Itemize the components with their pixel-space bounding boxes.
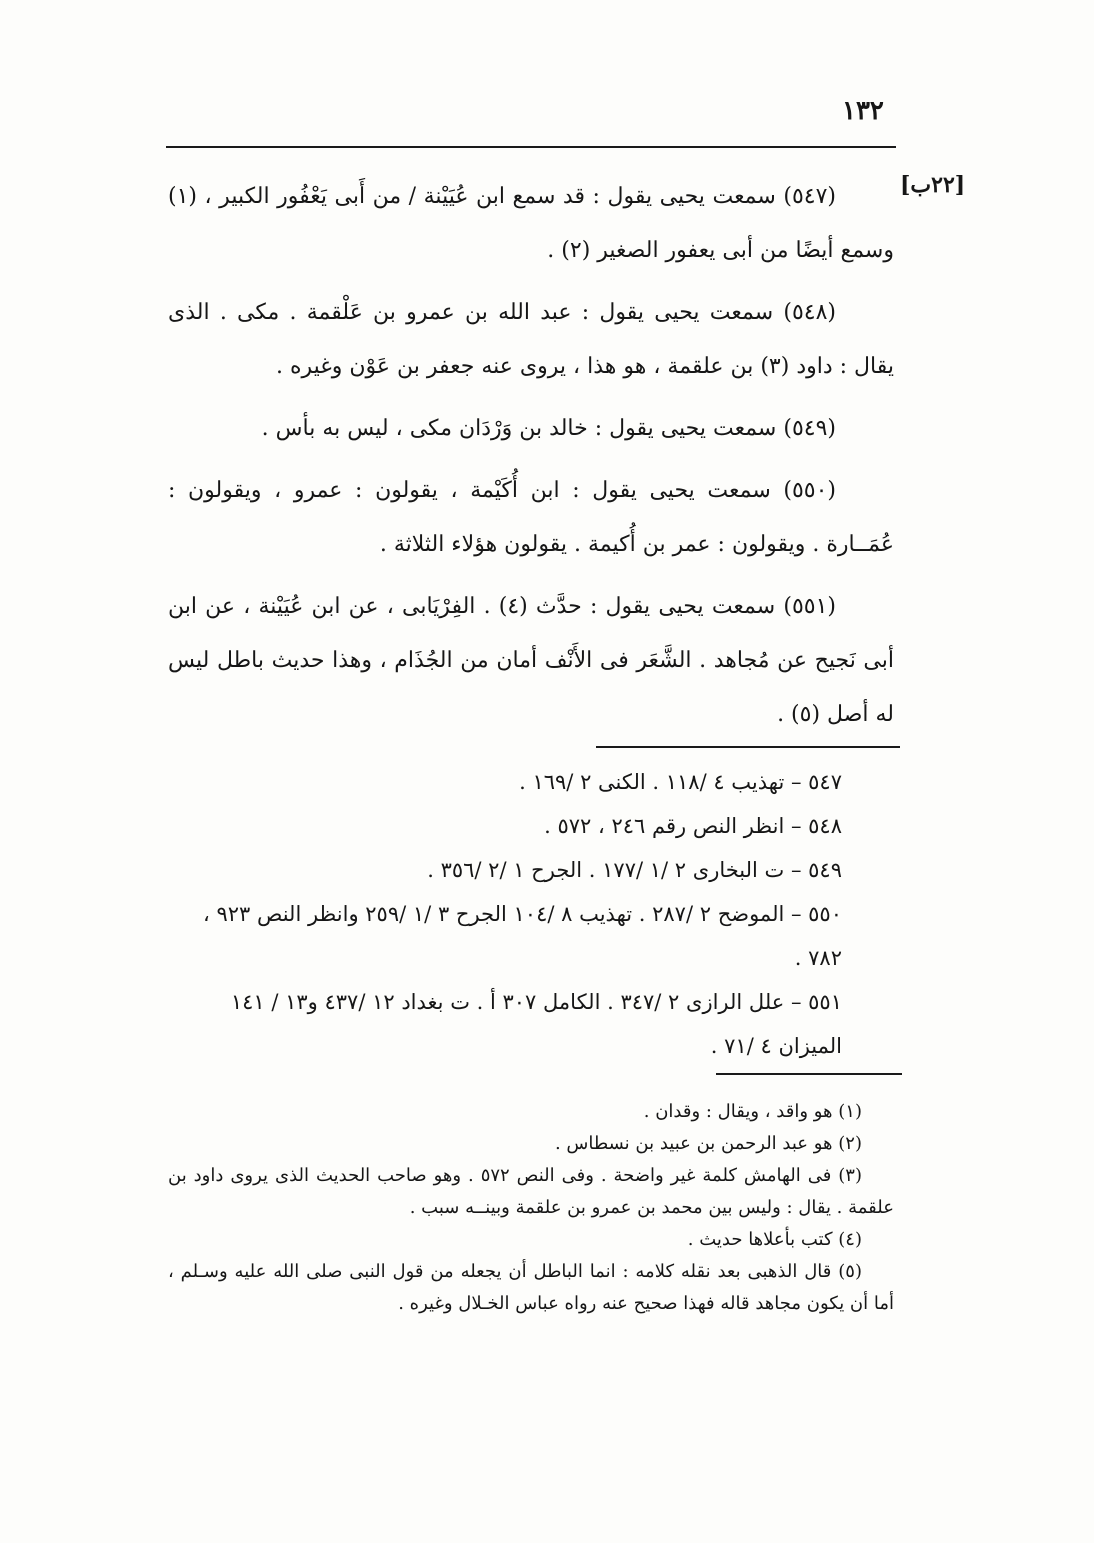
entry-549: (٥٤٩) سمعت يحيى يقول : خالد بن وَرْدَان مكى ، ليس به بأس . xyxy=(261,416,836,441)
header-rule xyxy=(166,146,896,148)
reference-549: ٥٤٩ – ت البخارى ٢ /١ /١٧٧ . الجرح ١ /٢ /٣٥٦ . xyxy=(427,858,842,882)
entry-547: (٥٤٧) سمعت يحيى يقول : قد سمع ابن عُيَيْنة / من أَبى يَعْفُور الكبير ، (١) وسمع أيضًا من أبى يعفور الصغير (٢) . xyxy=(168,184,894,263)
footnote-3: (٣) فى الهامش كلمة غير واضحة . وفى النص ٥٧٢ . وهو صاحب الحديث الذى يروى داود بن علقمة . يقال : وليس بين محمد بن عمرو بن علقمة وبينــه سبب . xyxy=(168,1165,894,1218)
footnote-2: (٢) هو عبد الرحمن بن عبيد بن نسطاس . xyxy=(554,1133,862,1154)
margin-reference: [٢٢ب] xyxy=(900,172,966,198)
footnote-4: (٤) كتب بأعلاها حديث . xyxy=(687,1229,862,1250)
references-separator xyxy=(596,746,900,748)
entry-548: (٥٤٨) سمعت يحيى يقول : عبد الله بن عمرو بن عَلْقمة . مكى . الذى يقال : داود (٣) بن علقمة ، هو هذا ، يروى عنه جعفر بن عَوْن وغيره . xyxy=(168,300,894,379)
footnote-5: (٥) قال الذهبى بعد نقله كلامه : انما الباطل أن يجعله من قول النبى صلى الله عليه وسـلم ، أما أن يكون مجاهد قاله فهذا صحيح عنه رواه عباس الخـلال وغيره . xyxy=(168,1261,894,1314)
entry-551: (٥٥١) سمعت يحيى يقول : حدَّث (٤) . الفِرْيَابى ، عن ابن عُيَيْنة ، عن ابن أبى نَجيح عن مُجاهد . الشَّعَر فى الأَنْف أمان من الجُذَام ، وهذا حديث باطل ليس له أصل (٥) . xyxy=(168,594,894,727)
footnote-1: (١) هو واقد ، ويقال : وقدان . xyxy=(643,1101,862,1122)
page-number: ١٣٢ xyxy=(842,96,884,126)
reference-547: ٥٤٧ – تهذيب ٤ /١١٨ . الكنى ٢ /١٦٩ . xyxy=(519,770,842,794)
reference-548: ٥٤٨ – انظر النص رقم ٢٤٦ ، ٥٧٢ . xyxy=(544,814,842,838)
reference-551: ٥٥١ – علل الرازى ٢ /٣٤٧ . الكامل ٣٠٧ أ . ت بغداد ١٢ /٤٣٧ و١٣ / ١٤١ الميزان ٤ /٧١ . xyxy=(230,990,842,1058)
footnotes-separator xyxy=(716,1073,902,1075)
footnotes-list xyxy=(168,1096,894,1320)
references-list xyxy=(168,760,894,1068)
main-text xyxy=(168,170,894,750)
reference-550: ٥٥٠ – الموضح ٢ /٢٨٧ . تهذيب ٨ /١٠٤ الجرح ٣ /١ /٢٥٩ وانظر النص ٩٢٣ ، ٧٨٢ . xyxy=(203,902,842,970)
entry-550: (٥٥٠) سمعت يحيى يقول : ابن أُكَيْمة ، يقولون : عمرو ، ويقولون : عُمَــارة . ويقولون : عمر بن أُكيمة . يقولون هؤلاء الثلاثة . xyxy=(168,478,894,557)
